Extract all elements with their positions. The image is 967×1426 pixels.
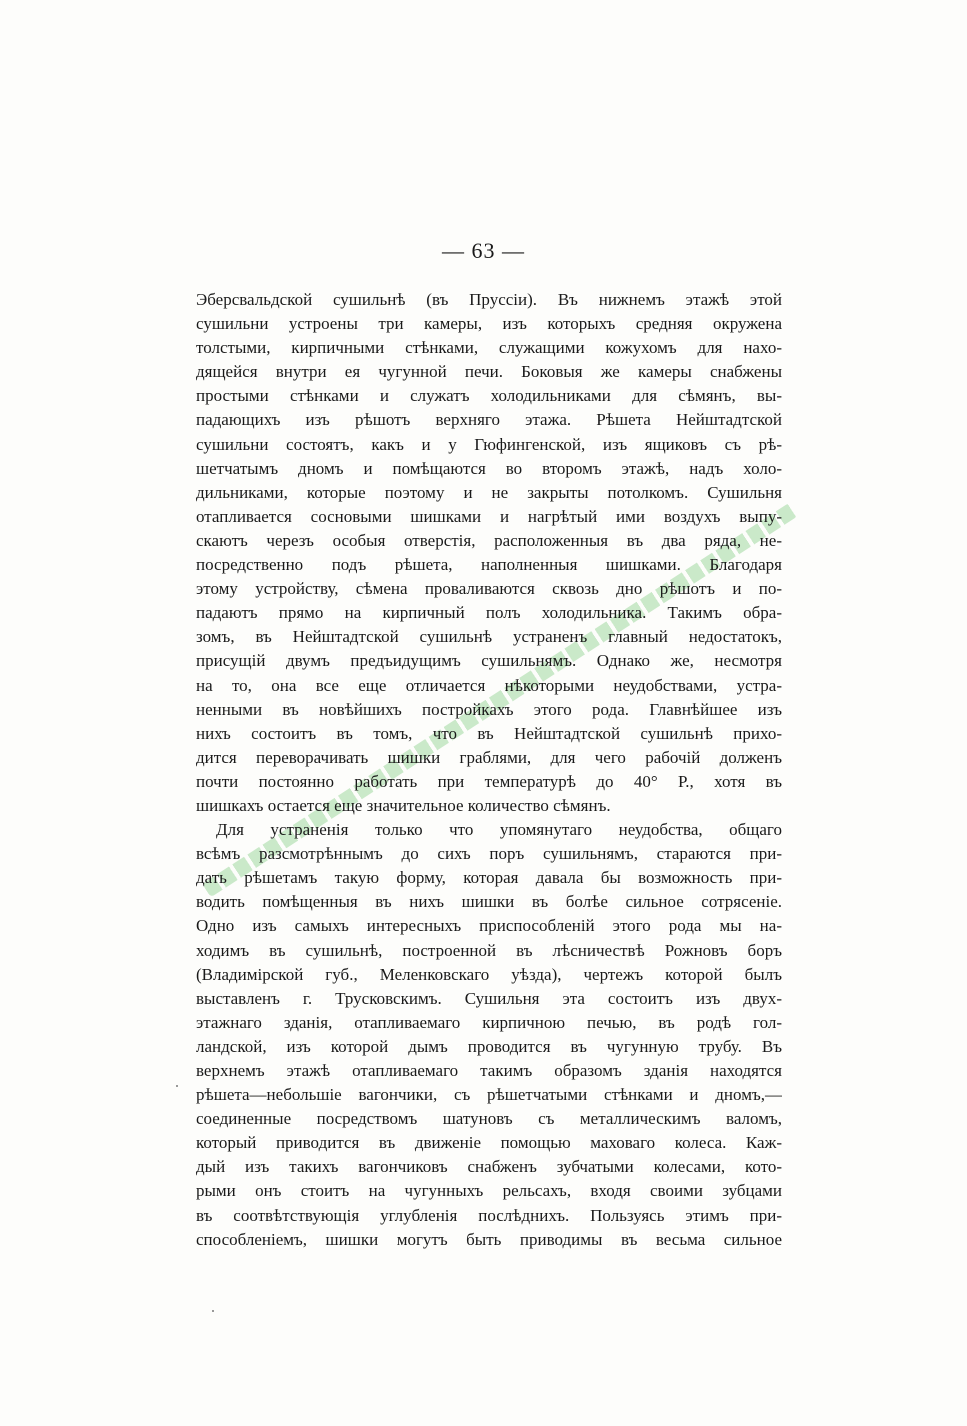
text-line: сушильни устроены три камеры, изъ которыхъ средняя окружена bbox=[196, 314, 782, 334]
text-line: дильниками, которые поэтому и не закрыты потолкомъ. Сушильня bbox=[196, 482, 782, 502]
text-line: (Владимірской губ., Меленковскаго уѣзда), чертежъ которой былъ bbox=[196, 964, 782, 984]
text-line: нихъ состоитъ въ томъ, что въ Нейштадтской сушильнѣ прихо- bbox=[196, 723, 782, 743]
text-line: Эберсвальдской сушильнѣ (въ Пруссіи). Въ нижнемъ этажѣ этой bbox=[196, 290, 782, 309]
text-line: водить помѣщенныя въ нихъ шишки въ болѣе сильное сотрясеніе. bbox=[196, 892, 782, 912]
text-line: Одно изъ самыхъ интересныхъ приспособленій этого рода мы на- bbox=[196, 916, 782, 936]
body-text bbox=[196, 288, 782, 1252]
text-line: отапливается сосновыми шишками и нагрѣтый ими воздухъ выпу- bbox=[196, 506, 782, 526]
text-line: посредственно подъ рѣшета, наполненныя шишками. Благодаря bbox=[196, 555, 782, 575]
text-line: присущій двумъ предъидущимъ сушильнямъ. Однако же, несмотря bbox=[196, 651, 782, 671]
text-line: верхнемъ этажѣ отапливаемаго такимъ образомъ зданія находятся bbox=[196, 1061, 782, 1080]
text-line: выставленъ г. Трусковскимъ. Сушильня эта состоитъ изъ двух- bbox=[196, 988, 782, 1008]
text-line: дится переворачивать шишки граблями, для чего рабочій долженъ bbox=[196, 747, 782, 767]
page-number: — 63 — bbox=[442, 238, 525, 263]
scan-speck bbox=[176, 1085, 178, 1087]
text-line: этажнаго зданія, отапливаемаго кирпичною печью, въ родѣ гол- bbox=[196, 1012, 782, 1032]
text-line: зомъ, въ Нейштадтской сушильнѣ устраненъ главный недостатокъ, bbox=[196, 627, 782, 647]
text-line: ненными въ новѣйшихъ постройкахъ этого рода. Главнѣйшее изъ bbox=[196, 699, 782, 719]
text-line: шетчатымъ дномъ и помѣщаются во второмъ этажѣ, надъ холо- bbox=[196, 458, 782, 478]
scan-speck bbox=[212, 1310, 214, 1312]
text-line: всѣмъ разсмотрѣннымъ до сихъ поръ сушильнямъ, стараются при- bbox=[196, 844, 782, 864]
text-line: сушильни состоятъ, какъ и у Гюфингенской, изъ ящиковъ съ рѣ- bbox=[196, 434, 782, 454]
text-line: дящейся внутри ея чугунной печи. Боковыя же камеры снабжены bbox=[196, 362, 782, 382]
text-line: простыми стѣнками и служатъ холодильниками для сѣмянъ, вы- bbox=[196, 386, 782, 406]
text-line: почти постоянно работать при температурѣ до 40° Р., хотя въ bbox=[196, 771, 782, 791]
text-line: въ соотвѣтствующія углубленія послѣднихъ. Пользуясь этимъ при- bbox=[196, 1205, 782, 1225]
text-line: дый изъ такихъ вагончиковъ снабженъ зубчатыми колесами, кото- bbox=[196, 1157, 782, 1177]
text-line: скаютъ черезъ особыя отверстія, расположенныя въ два ряда, не- bbox=[196, 530, 782, 550]
text-line: ландской, изъ которой дымъ проводится въ чугунную трубу. Въ bbox=[196, 1036, 782, 1056]
text-line: способленіемъ, шишки могутъ быть приводимы въ весьма сильное bbox=[196, 1229, 782, 1249]
text-line: шишкахъ остается еще значительное количество сѣмянъ. bbox=[196, 795, 611, 815]
text-line: Для устраненія только что упомянутаго неудобства, общаго bbox=[216, 820, 782, 840]
text-line: рѣшета—небольшіе вагончики, съ рѣшетчатыми стѣнками и дномъ,— bbox=[196, 1085, 782, 1105]
text-line: который приводится въ движеніе помощью маховаго колеса. Каж- bbox=[196, 1133, 782, 1153]
text-line: на то, она все еще отличается нѣкоторыми неудобствами, устра- bbox=[196, 675, 782, 695]
text-line: падающихъ изъ рѣшотъ верхняго этажа. Рѣшета Нейштадтской bbox=[196, 410, 782, 430]
text-line: рыми онъ стоитъ на чугунныхъ рельсахъ, входя своими зубцами bbox=[196, 1181, 782, 1201]
text-line: дать рѣшетамъ такую форму, которая давала бы возможность при- bbox=[196, 868, 782, 888]
text-line: толстыми, кирпичными стѣнками, служащими кожухомъ для нахо- bbox=[196, 338, 782, 358]
text-line: ходимъ въ сушильнѣ, построенной въ лѣсничествѣ Рожновъ боръ bbox=[196, 940, 782, 960]
text-line: падаютъ прямо на кирпичный полъ холодильника. Такимъ обра- bbox=[196, 603, 782, 623]
text-line: этому устройству, сѣмена проваливаются сквозь дно рѣшотъ и по- bbox=[196, 579, 782, 599]
text-line: соединенные посредствомъ шатуновъ съ металлическимъ валомъ, bbox=[196, 1109, 782, 1129]
